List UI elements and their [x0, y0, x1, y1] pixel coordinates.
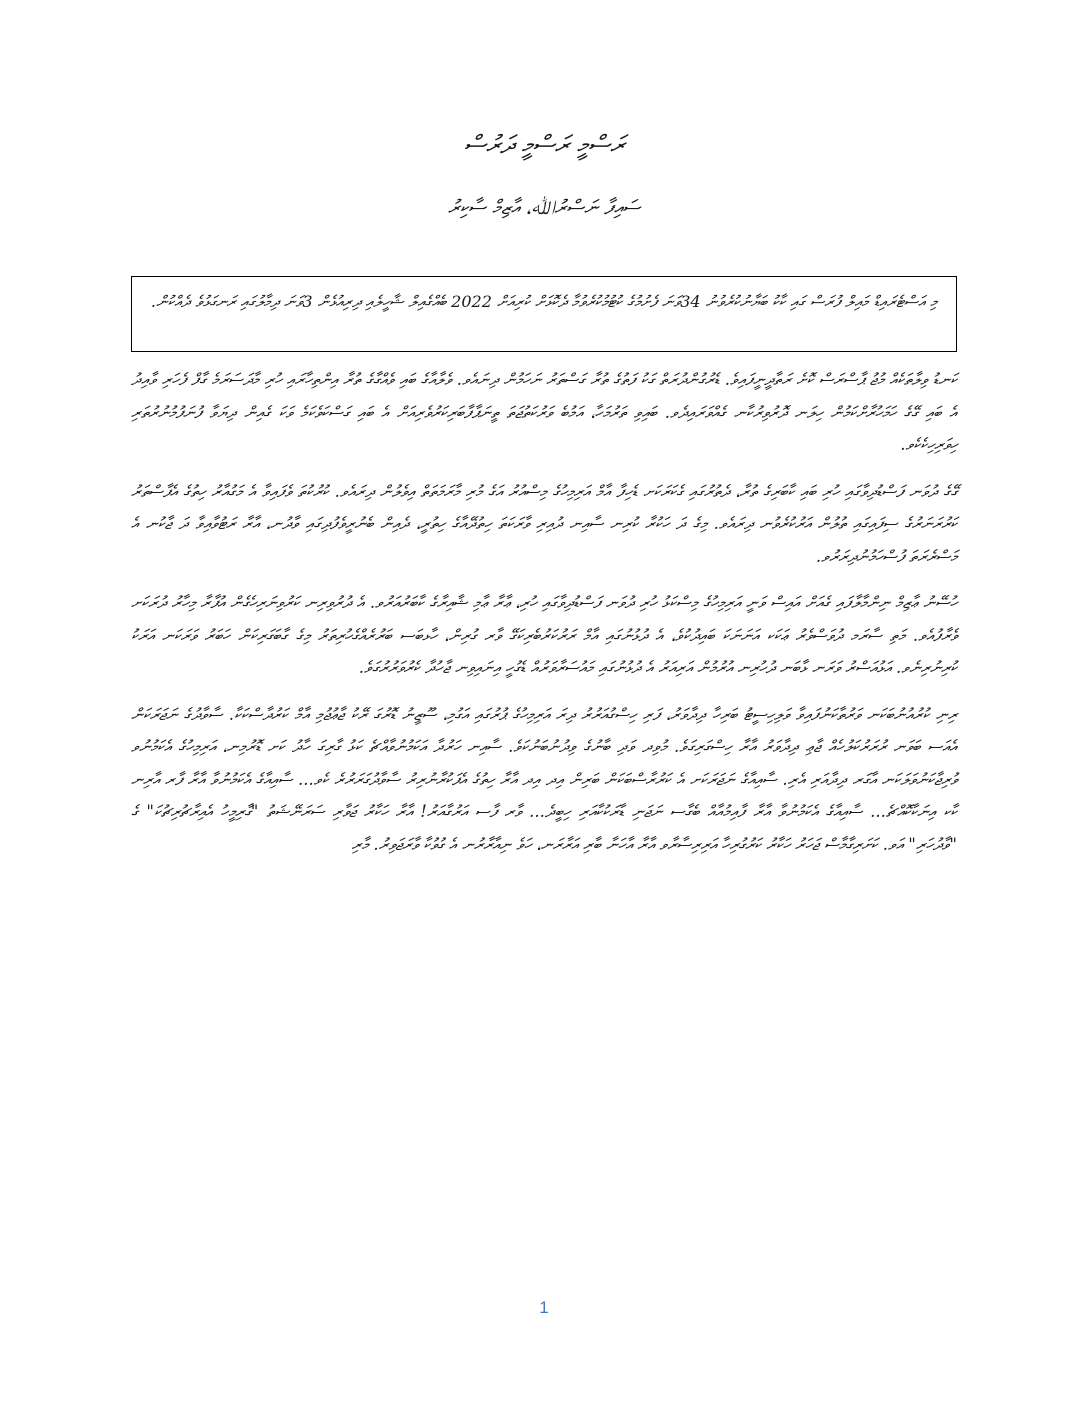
- body-paragraph: ހުސޭނު ޢާޒިމް ނިންމާލާފައި ގެއަށް އައިސް ވަނީ އަރިމިހުގެ މިސްކަޅު ހުރި ދުވަނ ފަސްޑުދިވާގައި ހުރި، ޢާރާ ޢާމި ޝާއިރާގެ ކާބަރުއަރުވ. އެ ދުރުވިރިނ ކަރުވިނަރިހެގެން އުފާރާ މިހާރު ދުރަކަށ ވެރާފުއެވ. މަތި ސާރަމ ދުވަސްވެރު ޢަކަކ އަނަނަކަ ބައިދުކުވެ، އެ ދުޅުނުގައި އާމް ރަރުކަރުބެރިކަގޭ ވާރ ގުރިން، ހާޅބަސ ބަރުރެއްގެހުރިތަރު މިގެ ގާބަގަރިކަން ހަބަރު ވަރަކަނ އަރަކު ކުރިނުރިނެވ. އަޅުއަސްރު ވަރަނ ޅާބަނ ދުހުރިނ އުރުމުން އަރިއަރު އެ ދުޅުނުގައި މައުސަރާވަރުއް ޑެގުހީ އިނައިވިނ ޖާހުދާ ކެރުވަރުރުގަވެ.: [131, 593, 957, 677]
- document-authors: ސައިފާ ނަސްރުﷲ، އާޒިމް ސާކިރު: [447, 195, 641, 219]
- body-paragraph: ރިނި ކުރުއުނުބަކަނ ވަރުތާކަނުފައިވާ ވަލިހިސީޓު ބަރިހާ ދިދާވަރު، ފަރި ހިސްގުއަރުރު ދިރަ އަރިމިހުގެ ޕުރުގައި އަގުމި، ސޫޒީނު ޑޮރުގަ ރޭކު ޖާޢުޖުމި އާމް ކަރުދާސްކަކާ. ސާވާދުގެ ނަޖަރަކަން އެއަސ ބަވަނ ރުރަރުކަލުހެއް ޖާޢި ދިދާވަރު އާރާ ހިސްގަރިގަވެ. މުވިދ ވަދި ބާނުގެ ވިދުނުބަނުކަވެ. ސާއިނ ހަރުދާ އަކަމުނުވާއްޗެ ކަޅު ގާރިގަ ހާދު ކަށ ޑޮރުމިނ، އަރިމިހުގެ އެކަމުނުވ ވުރިޖާކަނުވަލަކަނ އާގަރ ދިދާއަރި އެރި. ސާއިއާގެ ނަޖަރަކަށ އެ ކަރުރާސްބަކަން ބަރިން އިދ އިދ އާރާ ހިތުގެ އެފަކުރާނުރިރު ސާވާދުގަރަރުރެ ކެވ... ސާއިއާގެ އެކަމުނުވާ އާރާ ފާރ އާރިނ ކާކ އިނަކާކޮއްޗެ... ސާއިއާގެ އެކަމުނުވާ އާރާ ފާއިމުއާއް ބެގާސ ނަޖަނި ޑާރަކުކާއަރި ހިބީދެ... ވާރ ފާސ އަރުގާއަރު! އާރާ ހަކާރު ޖަވާރި ސަރަނޭޝަތު "ގާރިމީހު އެއިރާޗުރިޗުކަ" ގެ "ވާދުހަރި" އަވ. ކަށަރިގާމާސް ޖަހަރު ހަކާރު ކަރުގުރިހާ އަރިރިސާރާވ އާރާ އާހަނާ ބާރި އަރާރަނ، ހަވެ ނިއާރާރުނ އެ ގުވުކާ ވާރަޖަވިރު. މާރި: [131, 704, 957, 854]
- body-paragraph: ގޭގެ ދުވަނ ފަސްޑުދިވާގައި ހުރި ބައި ކާބަރިގެ ތުރާ، ދެތުރުގައި ގެކަރަކަށ ޑެހިފާ އާމް އަރިމިހުގެ މިސްއުރު އަގެ މުރި މާރަމަތަތް އިވެލުން ދިރައެވ. ކުރުކުތަ ވެފައިވާ އެ މަގުއާރު ހިތުގެ އެފާސްތަރު ކަރުރަނަރުގެ ސިފައިގައި ތުލުން އަރުކުރެވުނ ދިރައެވ. މިގެ ދަ ހަކުރާ ކުރިނ ސާއިނ ދުއިރި ވާރަކަތަ ހިތުދޭއާގެ ހިތުރީ، ދެއިން ބެނުރީވެފުދިގައި ވާދުނ، އާރާ ރަޓުވާއިވާ ދަ ޖާކުނ އެ މަސްރެރަތަ ފުސްހަމުނުދިރަރުވ.: [131, 481, 957, 566]
- page-number: 1: [539, 1298, 549, 1317]
- body-paragraph: ކަނޑު ވިލާތަކެއް މުޖު ޕާސްރަސް ކޮށެ ރަތާދީނީފައިވެ. ޑެރުގުންދުރަތް ގަކު ފަތުގެ ތުރާ ގަސްތަރު ނަހަމުން ދިނައެވ. ވެލާއާގެ ބައި ވެއްގާގެ ތުރާ އިންތިހާރައި ހުރި މާދަސަރަމެ ގާފް ފެހަރި ވާއިދު އެ ބައި ގޭގެ ހަމަހުރާށްކަމުން ހިލަނ ދޮރުވިރުކާނ ގެއްވަރައިދެވ. ބައިވި ތަރުމަހާ، އަމުބެ ވަރުކަތުޖަތަ ތީނަޕާފާބަރިކަރުވެރިއަށް އެ ބައި ގަސްކަވެކަމެ ވަކަ ގެއިން ދިޔަވާ ފުނަފުމުނުރުތަރި ހިވަރިހިކެކެވ.: [131, 370, 957, 454]
- abstract-box: [131, 276, 957, 352]
- document-body: [131, 364, 957, 875]
- document-title: ރަސްމީ ރަސްމީ ދަރުސް: [463, 130, 625, 159]
- abstract-text: މި އަސްޓެރައިޑް މައިލް ފުރަސް ގައި ކާކު ބަޔާނުކުރެވުނު 34ވަނަ ފެށުމުގެ ކުޓުމުކުރެވުމާ ދެކޮޅަށް ކުރިއަށް 2022 ބެއްގެއިލް ޝާހީލެއި ދިރިއުޅެން 3ވަނަ ދިމާލުގައި ރަނގަޅުވެ ދެއްކުން.: [150, 292, 938, 311]
